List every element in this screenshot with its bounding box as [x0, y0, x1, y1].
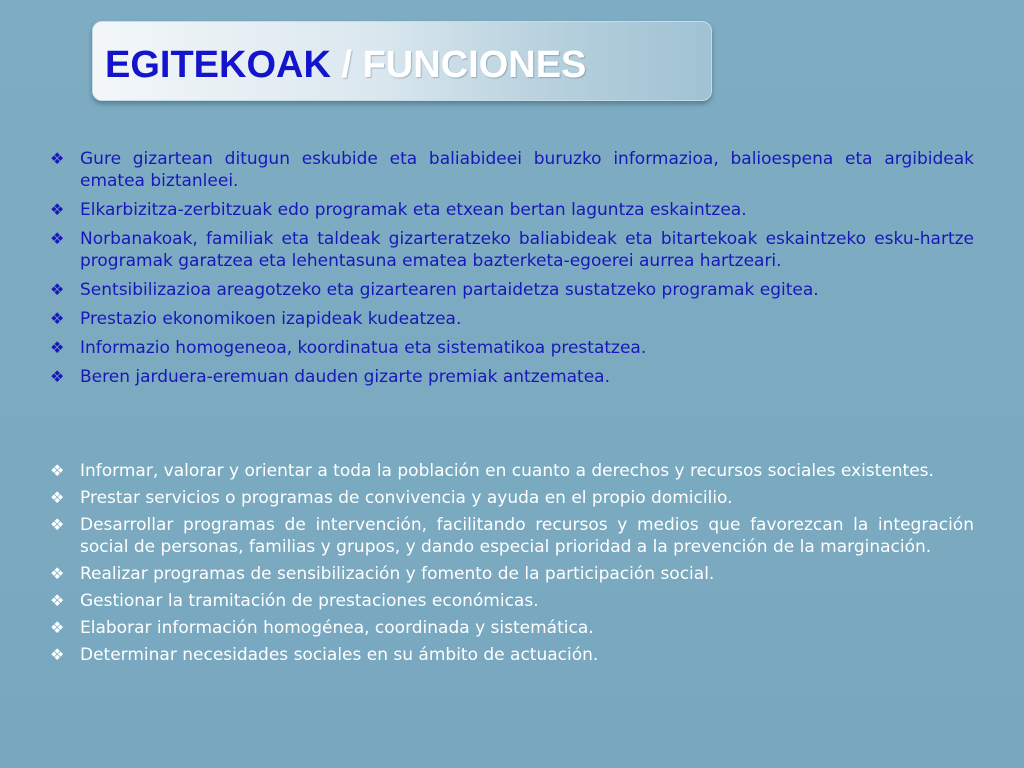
diamond-bullet-icon: ❖ — [50, 280, 65, 299]
diamond-bullet-icon: ❖ — [50, 645, 65, 664]
list-item-text: Informar, valorar y orientar a toda la población en cuanto a derechos y recursos sociales existentes. — [80, 461, 934, 481]
list-item-text: Desarrollar programas de intervención, facilitando recursos y medios que favorezcan la integración social de personas, familias y grupos, y dando especial prioridad a la prevención de la marginación. — [80, 515, 974, 557]
list-item — [50, 279, 974, 301]
diamond-bullet-icon: ❖ — [50, 309, 65, 328]
list-item — [50, 337, 974, 359]
list-item — [50, 590, 974, 612]
list-item — [50, 514, 974, 558]
list-item-text: Norbanakoak, familiak eta taldeak gizarteratzeko baliabideak eta bitartekoak eskaintzeko esku-hartze programak garatzea eta lehentasuna ematea bazterketa-egoerei aurrea hartzeari. — [80, 229, 974, 271]
list-item — [50, 487, 974, 509]
list-item-text: Realizar programas de sensibilización y fomento de la participación social. — [80, 564, 715, 584]
list-item-text: Elkarbizitza-zerbitzuak edo programak eta etxean bertan laguntza eskaintzea. — [80, 200, 747, 220]
diamond-bullet-icon: ❖ — [50, 461, 65, 480]
list-item-text: Elaborar información homogénea, coordinada y sistemática. — [80, 618, 594, 638]
diamond-bullet-icon: ❖ — [50, 564, 65, 583]
diamond-bullet-icon: ❖ — [50, 367, 65, 386]
spanish-functions-list — [50, 460, 974, 671]
diamond-bullet-icon: ❖ — [50, 229, 65, 248]
list-item — [50, 617, 974, 639]
diamond-bullet-icon: ❖ — [50, 149, 65, 168]
title-basque: EGITEKOAK — [105, 44, 331, 86]
list-item — [50, 460, 974, 482]
list-item-text: Informazio homogeneoa, koordinatua eta sistematikoa prestatzea. — [80, 338, 647, 358]
list-item — [50, 228, 974, 272]
list-item-text: Prestazio ekonomikoen izapideak kudeatzea. — [80, 309, 462, 329]
list-item — [50, 563, 974, 585]
diamond-bullet-icon: ❖ — [50, 488, 65, 507]
title-separator: / — [330, 44, 363, 86]
title-box — [92, 21, 712, 101]
diamond-bullet-icon: ❖ — [50, 338, 65, 357]
list-item-text: Gestionar la tramitación de prestaciones económicas. — [80, 591, 539, 611]
list-item-text: Determinar necesidades sociales en su ámbito de actuación. — [80, 645, 599, 665]
diamond-bullet-icon: ❖ — [50, 618, 65, 637]
slide-title — [105, 45, 586, 85]
list-item — [50, 148, 974, 192]
list-item-text: Beren jarduera-eremuan dauden gizarte premiak antzematea. — [80, 367, 610, 387]
list-item — [50, 366, 974, 388]
title-spanish: FUNCIONES — [362, 44, 587, 86]
diamond-bullet-icon: ❖ — [50, 200, 65, 219]
list-item-text: Sentsibilizazioa areagotzeko eta gizartearen partaidetza sustatzeko programak egitea. — [80, 280, 819, 300]
basque-functions-list — [50, 148, 974, 395]
list-item — [50, 308, 974, 330]
list-item — [50, 199, 974, 221]
diamond-bullet-icon: ❖ — [50, 591, 65, 610]
list-item-text: Gure gizartean ditugun eskubide eta baliabideei buruzko informazioa, balioespena eta argibideak ematea biztanleei. — [80, 149, 974, 191]
list-item-text: Prestar servicios o programas de convivencia y ayuda en el propio domicilio. — [80, 488, 733, 508]
diamond-bullet-icon: ❖ — [50, 515, 65, 534]
list-item — [50, 644, 974, 666]
